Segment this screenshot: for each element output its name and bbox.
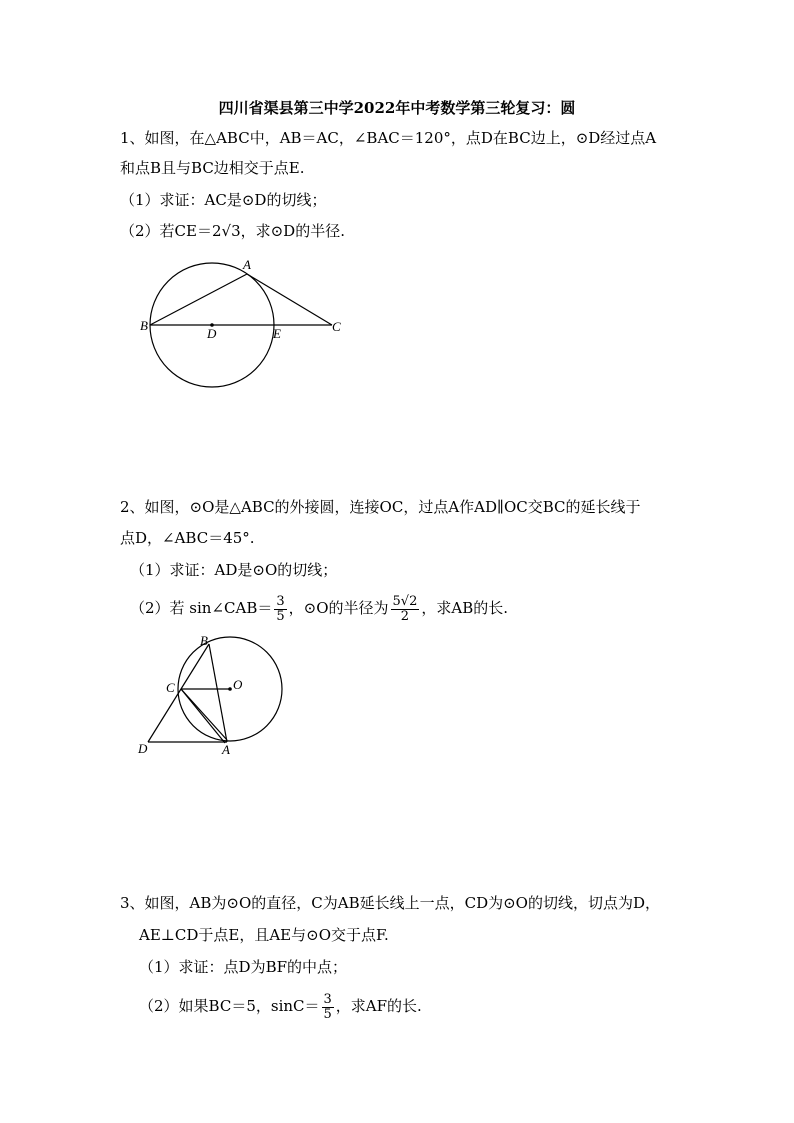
q1-label-c: C	[332, 319, 341, 334]
q3-part2-post: ，求AF的长.	[335, 997, 422, 1015]
q1-line1: 1、如图，在△ABC中，AB＝AC，∠BAC＝120°，点D在BC边上，⊙D经过点A	[120, 129, 657, 147]
q3-frac-num: 3	[323, 991, 332, 1007]
q1-part1: （1）求证：AC是⊙D的切线；	[120, 191, 327, 209]
q2-center-dot	[228, 687, 232, 691]
q2-part2-mid: ，⊙O的半径为	[288, 599, 389, 617]
q2-fraction-radius	[391, 595, 420, 624]
q3-frac-den: 5	[323, 1006, 332, 1022]
q2-part1: （1）求证：AD是⊙O的切线；	[130, 561, 338, 579]
q2-part2-post: ，求AB的长.	[421, 599, 508, 617]
q2-label-d: D	[138, 741, 148, 756]
q3-line2: AE⊥CD于点E，且AE与⊙O交于点F.	[139, 926, 389, 944]
q1-part2: （2）若CE＝2√3，求⊙D的半径.	[120, 222, 345, 240]
q2-part2	[130, 592, 508, 624]
page-title: 四川省渠县第三中学2022年中考数学第三轮复习：圆	[218, 99, 576, 117]
q2-frac2-num: 5√2	[392, 593, 418, 609]
q1-label-e: E	[273, 326, 281, 341]
q1-label-d: D	[207, 326, 217, 341]
q2-line1: 2、如图，⊙O是△ABC的外接圆，连接OC，过点A作AD∥OC交BC的延长线于	[120, 498, 641, 516]
q2-label-b: B	[200, 633, 208, 648]
q1-segment-ba	[150, 274, 247, 325]
q1-label-b: B	[140, 318, 148, 333]
q3-part2	[139, 990, 422, 1022]
q1-line2: 和点B且与BC边相交于点E.	[120, 159, 305, 177]
q2-segment-db	[148, 644, 209, 742]
q2-label-o: O	[233, 677, 243, 692]
q3-fraction-sin	[322, 993, 334, 1022]
q1-label-a: A	[243, 257, 251, 272]
q1-figure	[130, 250, 360, 400]
q3-line1: 3、如图，AB为⊙O的直径，C为AB延长线上一点，CD为⊙O的切线，切点为D，	[120, 894, 660, 912]
q2-frac2-den: 2	[400, 608, 410, 624]
q3-part1: （1）求证：点D为BF的中点；	[139, 958, 348, 976]
q2-figure	[130, 630, 290, 760]
q2-frac1-den: 5	[276, 608, 285, 624]
q2-line2: 点D，∠ABC＝45°.	[120, 529, 255, 547]
q2-fraction-sin	[274, 595, 286, 624]
q2-label-a: A	[222, 742, 230, 757]
q3-part2-pre: （2）如果BC＝5，sinC＝	[139, 997, 320, 1015]
q2-part2-pre: （2）若 sin∠CAB＝	[130, 599, 273, 617]
q2-label-c: C	[166, 680, 175, 695]
q1-segment-ac	[247, 274, 332, 325]
q2-frac1-num: 3	[276, 593, 285, 609]
